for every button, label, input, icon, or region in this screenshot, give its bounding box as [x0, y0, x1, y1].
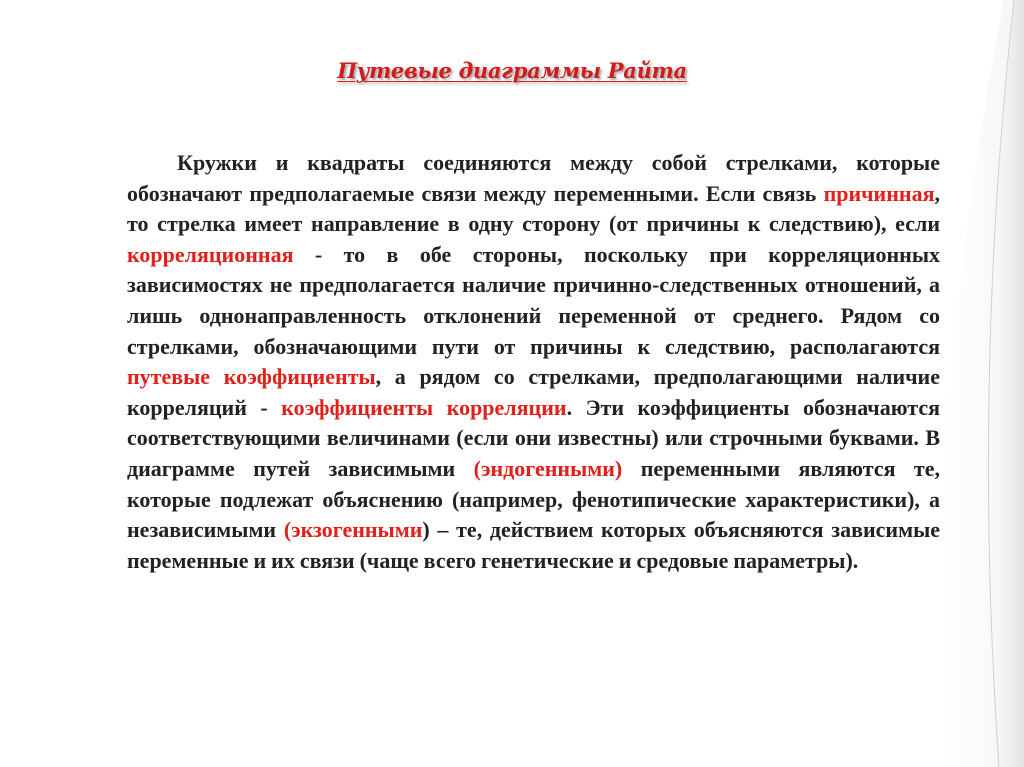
highlighted-term: путевые коэффициенты: [127, 364, 376, 390]
paragraph-text: . Эти коэффициенты обозначаются соответствующими величинами (если они известны) или строчными буквами. В диаграмме путей зависимыми: [127, 394, 940, 481]
highlighted-term: коэффициенты корреляции: [281, 394, 567, 420]
paragraph-text: - то в обе стороны, поскольку при корреляционных зависимостях не предполагается наличие причинно-следственных отношений, а лишь однонаправленность отклонений переменной от среднего. Рядом со стрелками, обозначающими пути от причины к следствию, располагаются: [127, 241, 940, 359]
paragraph-text: , то стрелка имеет направление в одну сторону (от причины к следствию), если: [127, 180, 940, 237]
highlighted-term: причинная: [823, 180, 935, 206]
slide-title: Путевые диаграммы Райта: [337, 58, 687, 83]
body-paragraph: [127, 148, 940, 576]
paragraph-text: Кружки и квадраты соединяются между собой стрелками, которые обозначают предполагаемые связи между переменными. Если связь: [127, 150, 940, 206]
highlighted-term: (эндогенными): [473, 455, 623, 481]
highlighted-term: корреляционная: [127, 241, 294, 267]
paragraph-text: переменными являются те, которые подлежат объяснению (например, фенотипические характеристики), а независимыми: [127, 455, 940, 543]
highlighted-term: (экзогенными: [283, 517, 423, 543]
paragraph-text: ) – те, действием которых объясняются зависимые переменные и их связи (чаще всего генетические и средовые параметры).: [127, 517, 941, 573]
paragraph-text: , а рядом со стрелками, предполагающими наличие корреляций -: [127, 364, 941, 420]
